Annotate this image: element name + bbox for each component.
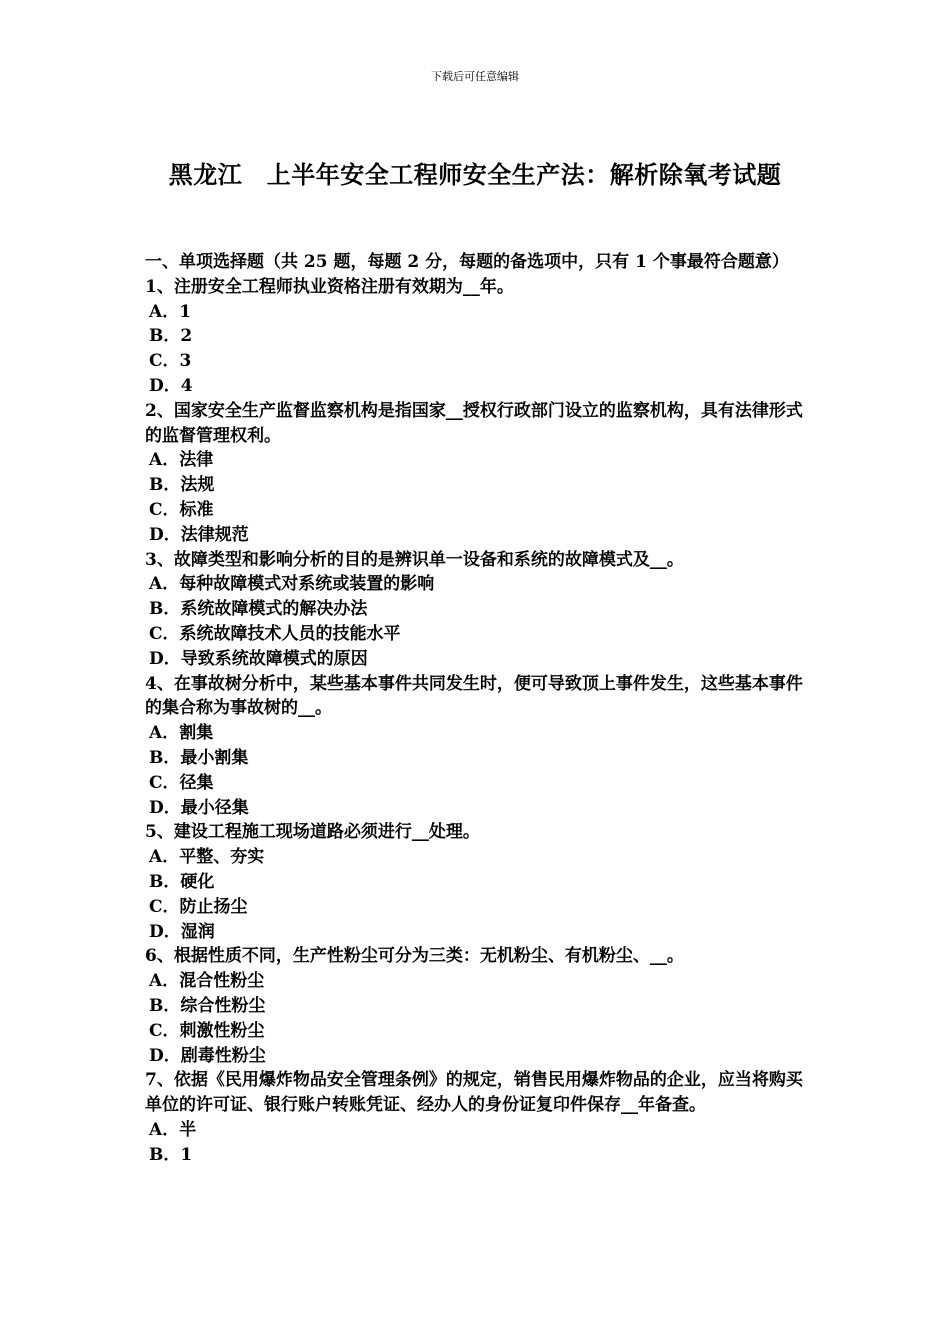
option-d: D．剧毒性粉尘 [149,1045,266,1066]
question-stem: 2、国家安全生产监督监察机构是指国家__授权行政部门设立的监察机构，具有法律形式的监督管理权利。 [145,400,803,446]
option-b: B．硬化 [149,871,215,892]
option-c: C．标准 [149,499,214,520]
option-b: B．2 [149,326,193,347]
header-note: 下载后可任意编辑 [431,70,519,83]
question-1 [145,275,813,399]
section-heading: 一、单项选择题（共 25 题，每题 2 分，每题的备选项中，只有 1 个事最符合题意） [145,252,789,272]
option-a: A．平整、夯实 [149,847,265,868]
option-c: C．径集 [149,772,214,793]
question-2 [145,399,813,548]
option-a: A．法律 [149,450,214,471]
option-a: A．每种故障模式对系统或装置的影响 [149,574,435,595]
option-d: D．法律规范 [149,524,249,545]
option-b: B．1 [149,1144,193,1165]
option-c: C．系统故障技术人员的技能水平 [149,623,401,644]
option-b: B．系统故障模式的解决办法 [149,599,368,620]
option-c: C．刺激性粉尘 [149,1020,265,1041]
option-d: D．4 [149,375,193,396]
question-stem: 7、依据《民用爆炸物品安全管理条例》的规定，销售民用爆炸物品的企业，应当将购买单位的许可证、银行账户转账凭证、经办人的身份证复印件保存__年备查。 [145,1070,803,1116]
option-d: D．导致系统故障模式的原因 [149,648,368,669]
option-a: A．割集 [149,723,214,744]
option-c: C．3 [149,351,192,372]
option-a: A．半 [149,1119,197,1140]
document-title: 黑龙江 上半年安全工程师安全生产法：解析除氧考试题 [168,160,782,189]
question-stem: 3、故障类型和影响分析的目的是辨识单一设备和系统的故障模式及__。 [145,549,684,570]
document-body [145,250,813,1167]
question-5 [145,820,813,944]
option-b: B．综合性粉尘 [149,995,266,1016]
option-b: B．最小割集 [149,747,249,768]
question-stem: 6、根据性质不同，生产性粉尘可分为三类：无机粉尘、有机粉尘、__。 [145,946,684,967]
option-a: A．混合性粉尘 [149,971,265,992]
question-7 [145,1068,813,1167]
option-a: A．1 [149,301,192,322]
question-6 [145,944,813,1068]
question-4 [145,672,813,821]
option-b: B．法规 [149,475,215,496]
option-d: D．最小径集 [149,797,249,818]
question-stem: 1、注册安全工程师执业资格注册有效期为__年。 [145,276,514,297]
question-3 [145,548,813,672]
option-c: C．防止扬尘 [149,896,248,917]
question-stem: 4、在事故树分析中，某些基本事件共同发生时，便可导致顶上事件发生，这些基本事件的集合称为事故树的__。 [145,673,803,719]
option-d: D．湿润 [149,921,215,942]
question-stem: 5、建设工程施工现场道路必须进行__处理。 [145,822,480,843]
